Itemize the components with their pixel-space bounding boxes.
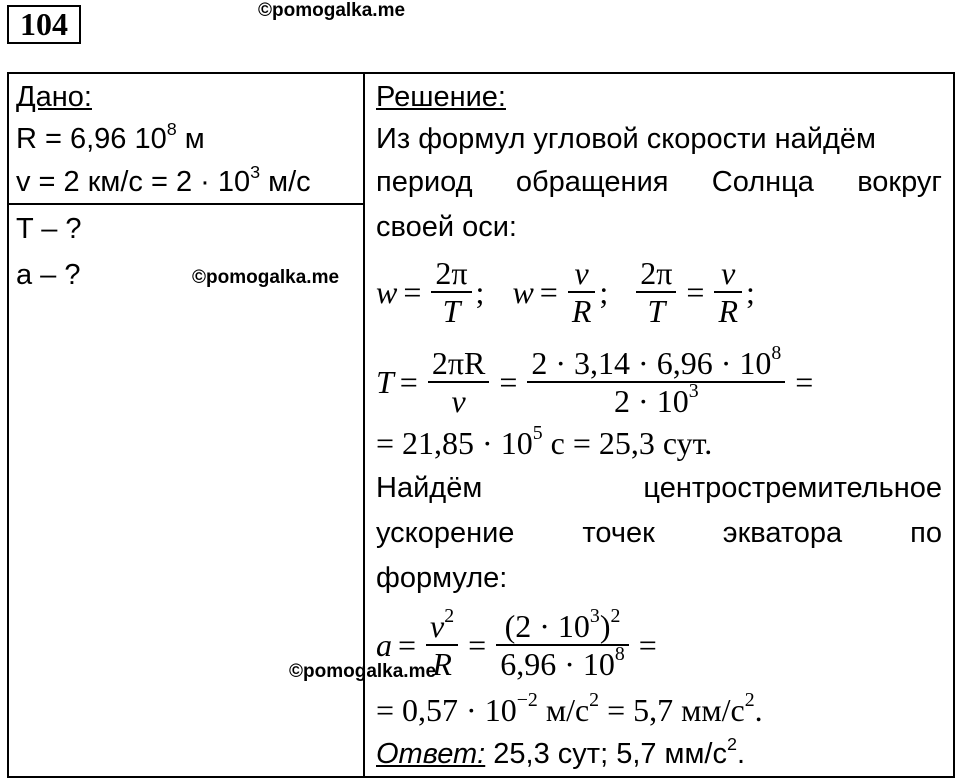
angular-velocity-formulas: w = $\frac{2\pi}{T}$ ; w = $\frac{v}{R}$ ; $\frac{2\pi}{T}$ = $\frac{v}{R}$ ;	[376, 255, 755, 329]
given-velocity: v = 2 $км/с = 2 \cdot 10^3$ м/с	[16, 161, 311, 198]
solution-text-line2: период обращения Солнца вокруг	[376, 166, 942, 198]
answer-label: Ответ:	[376, 738, 486, 770]
problem-number: 104	[7, 5, 81, 44]
period-formula: T = $\frac{2\pi R}{v}$ = $\frac{2 \cdot 3,14 \cdot 6,96 \cdot 10^8}{2 \cdot 10^3}$ =	[376, 342, 814, 419]
given-heading: Дано:	[16, 81, 92, 113]
solution-text-line5: ускорение точек экватора по	[376, 517, 942, 549]
solution-text-line4: Найдём центростремительное	[376, 472, 942, 504]
watermark-bottom: ©pomogalka.me	[289, 661, 437, 682]
period-result: = $21,85 \cdot 10^5$ с = 25,3 сут.	[376, 422, 713, 461]
watermark-top: ©pomogalka.me	[258, 0, 406, 21]
watermark-middle: ©pomogalka.me	[192, 267, 340, 288]
solution-text-line3: своей оси:	[376, 211, 517, 243]
answer-line: Ответ: 25,3 сут; 5,7 $мм/с^2$.	[376, 733, 746, 770]
acceleration-formula: a = $\frac{v^2}{R}$ = $\frac{(2 \cdot 10^3)^2}{6,96 \cdot 10^8}$ =	[376, 605, 657, 682]
given-find-divider	[7, 203, 365, 205]
acceleration-result: = $0,57 \cdot 10^{-2}$ $м/с^2 = 5,7$ $мм/с^2$.	[376, 689, 763, 728]
solution-text-line1: Из формул угловой скорости найдём	[376, 123, 876, 155]
solution-heading: Решение:	[376, 81, 506, 113]
given-radius: R = 6,96 $10^8$ м	[16, 118, 205, 155]
find-period: T – ?	[16, 213, 82, 245]
find-acceleration: a – ?	[16, 259, 81, 291]
solution-text-line6: формуле:	[376, 562, 508, 594]
